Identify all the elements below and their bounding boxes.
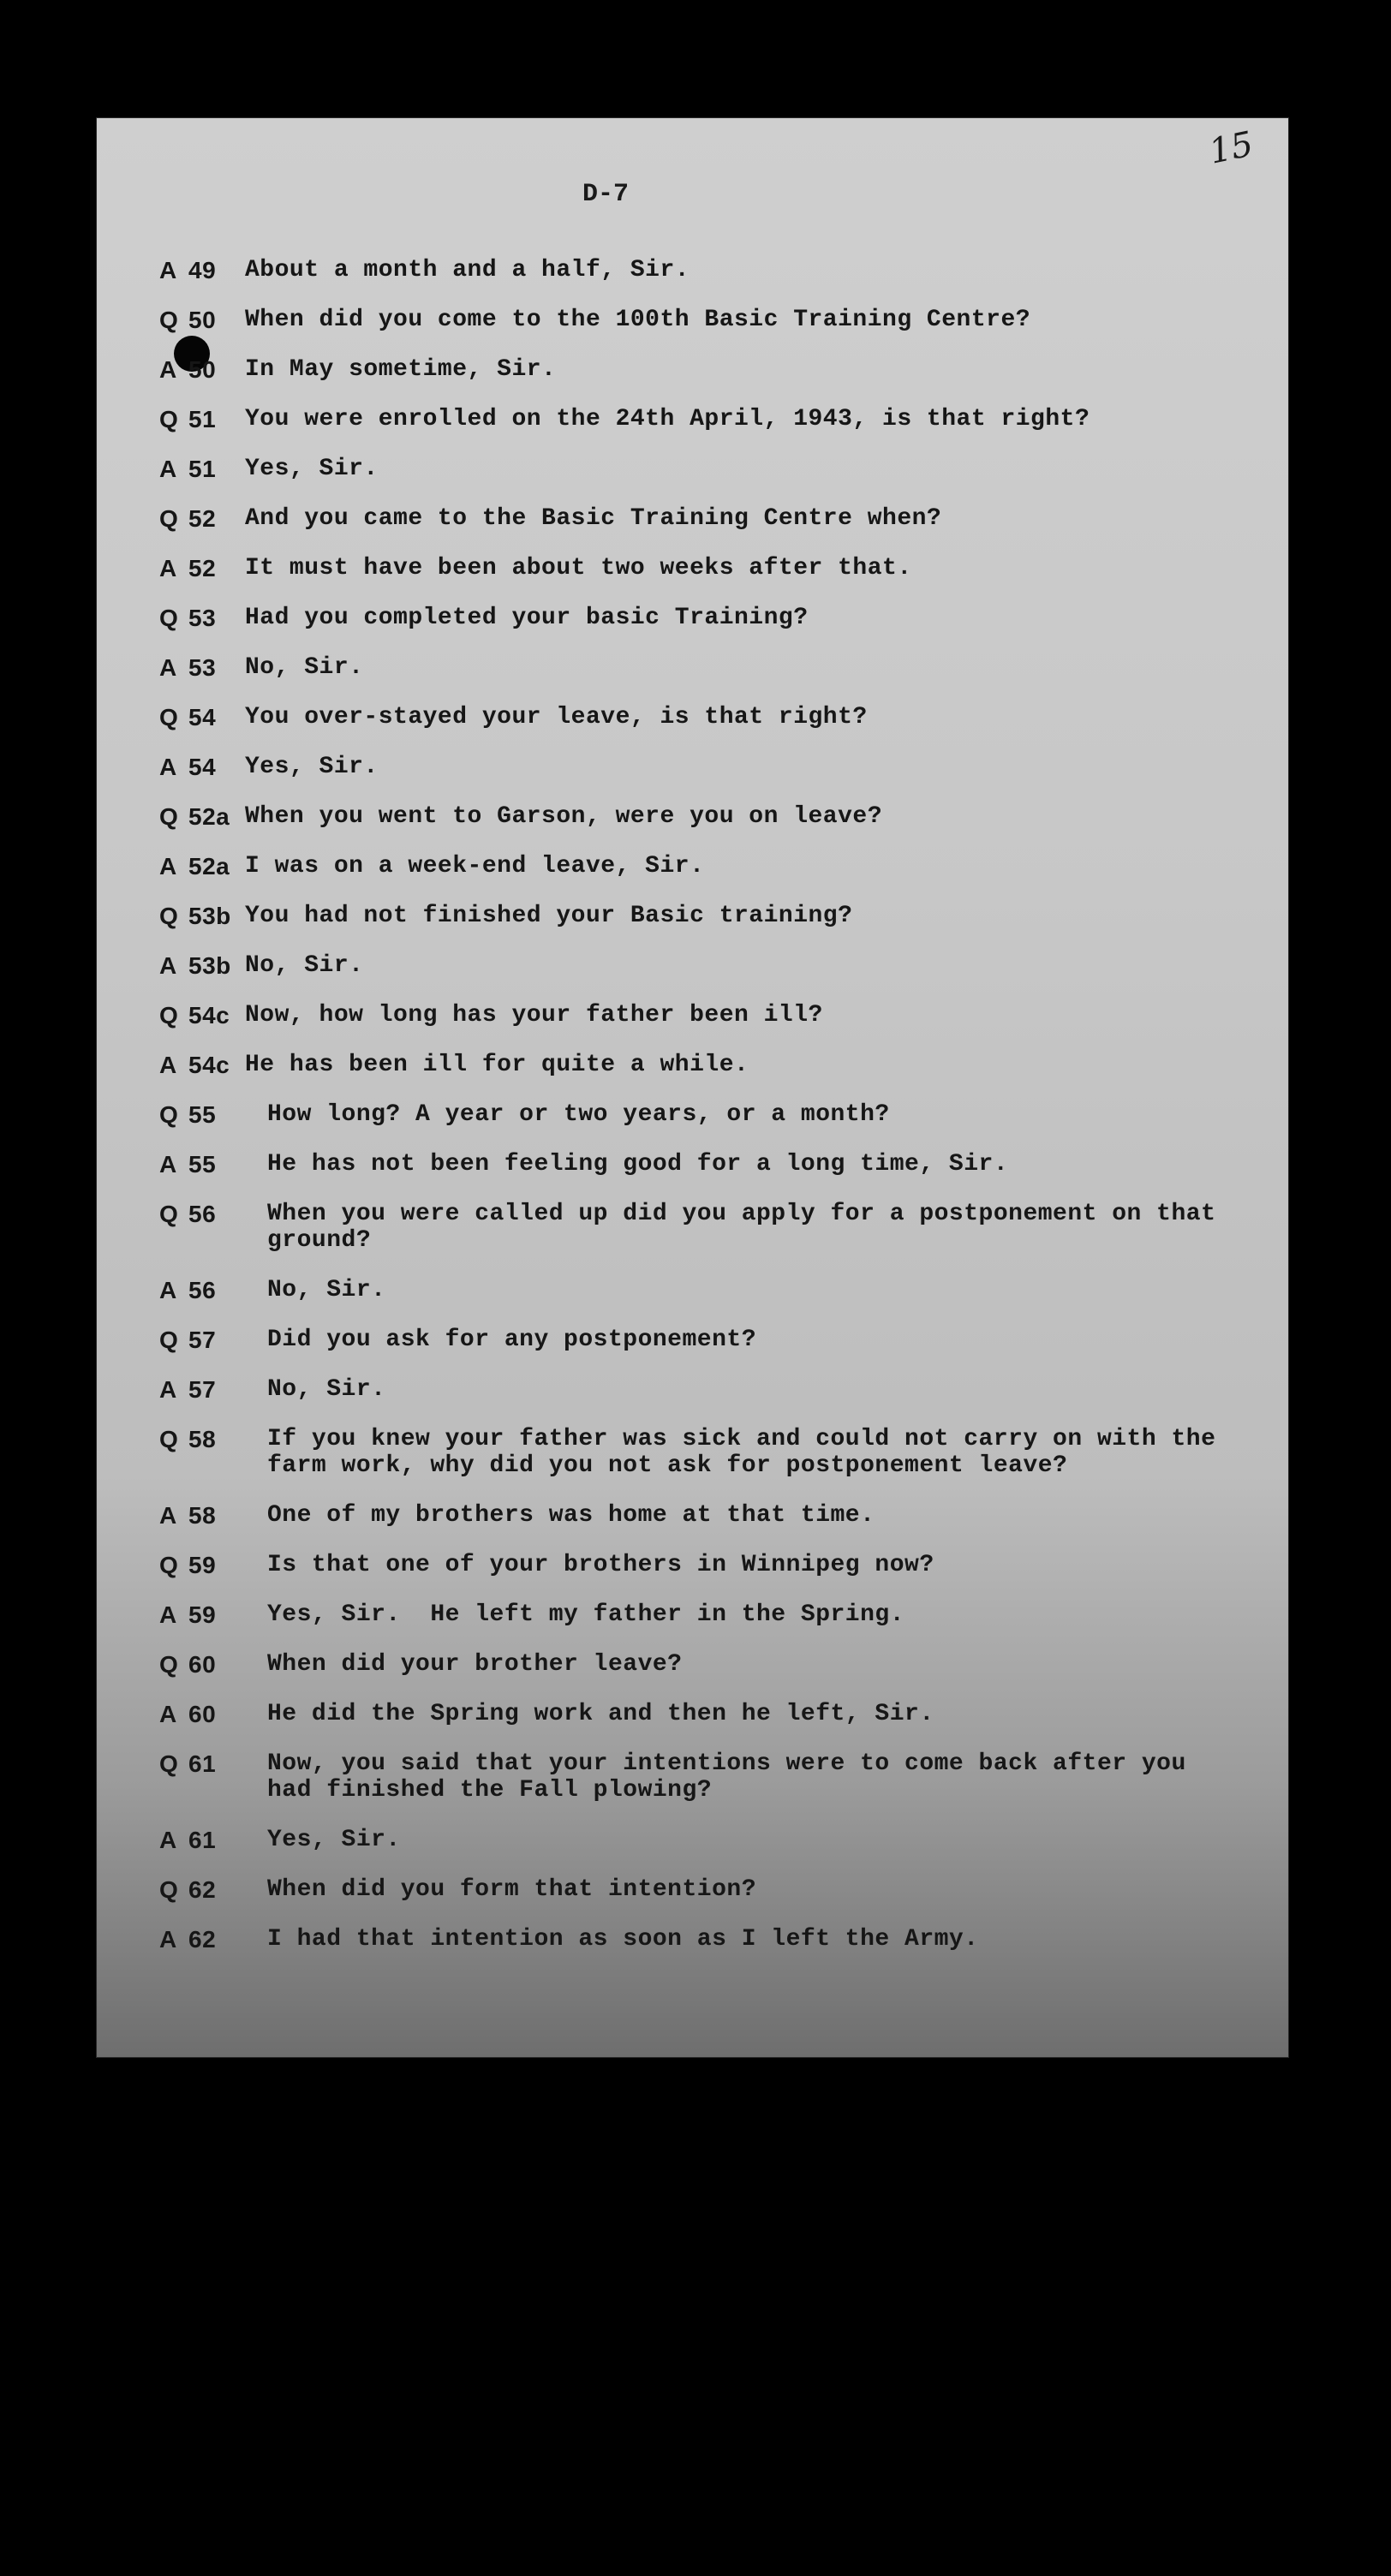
entry-label: Q 59 bbox=[159, 1552, 217, 1578]
transcript-row bbox=[159, 952, 1230, 979]
transcript-row bbox=[159, 1201, 1230, 1254]
entry-text: Yes, Sir. bbox=[267, 1827, 401, 1853]
entry-text: When you went to Garson, were you on leave? bbox=[245, 803, 883, 830]
entry-label: A 51 bbox=[159, 456, 217, 482]
entry-label: A 50 bbox=[159, 356, 217, 383]
transcript-row bbox=[159, 257, 1230, 283]
entry-label: A 61 bbox=[159, 1827, 217, 1853]
transcript-row bbox=[159, 1601, 1230, 1628]
entry-label: Q 55 bbox=[159, 1101, 217, 1128]
entry-text: And you came to the Basic Training Centre when? bbox=[245, 505, 942, 532]
entry-label: A 59 bbox=[159, 1601, 217, 1628]
entry-label: Q 54c bbox=[159, 1002, 230, 1029]
entry-label: A 55 bbox=[159, 1151, 217, 1178]
entry-text: You were enrolled on the 24th April, 1943, is that right? bbox=[245, 406, 1090, 432]
entry-text: When did you form that intention? bbox=[267, 1876, 756, 1903]
entry-text: One of my brothers was home at that time. bbox=[267, 1502, 875, 1529]
entry-text: He has been ill for quite a while. bbox=[245, 1052, 749, 1078]
entry-text: When did your brother leave? bbox=[267, 1651, 683, 1678]
entry-label: A 54c bbox=[159, 1052, 230, 1078]
entry-text: It must have been about two weeks after that. bbox=[245, 555, 912, 581]
entry-label: Q 52 bbox=[159, 505, 217, 532]
entry-label: Q 53b bbox=[159, 903, 231, 929]
entry-text: You over-stayed your leave, is that right? bbox=[245, 704, 868, 730]
entry-text: Is that one of your brothers in Winnipeg now? bbox=[267, 1552, 934, 1578]
transcript-row bbox=[159, 1376, 1230, 1403]
entry-label: A 54 bbox=[159, 754, 217, 780]
entry-label: Q 57 bbox=[159, 1327, 217, 1353]
transcript-row bbox=[159, 307, 1230, 333]
entry-label: A 56 bbox=[159, 1277, 217, 1303]
entry-text: When you were called up did you apply for a postponement on that ground? bbox=[267, 1201, 1231, 1254]
transcript-row bbox=[159, 1926, 1230, 1953]
transcript-row bbox=[159, 1651, 1230, 1678]
entry-label: A 49 bbox=[159, 257, 217, 283]
entry-text: No, Sir. bbox=[267, 1376, 386, 1403]
entry-text: Did you ask for any postponement? bbox=[267, 1327, 756, 1353]
transcript-row bbox=[159, 1327, 1230, 1353]
entry-label: Q 53 bbox=[159, 605, 217, 631]
entry-text: He has not been feeling good for a long time, Sir. bbox=[267, 1151, 1009, 1178]
entry-label: A 53b bbox=[159, 952, 231, 979]
page-label: D-7 bbox=[582, 180, 630, 209]
entry-text: Yes, Sir. bbox=[245, 456, 379, 482]
entry-text: If you knew your father was sick and could not carry on with the farm work, why did you not ask for postponement leave? bbox=[267, 1426, 1231, 1479]
entry-label: Q 50 bbox=[159, 307, 217, 333]
transcript-row bbox=[159, 803, 1230, 830]
entry-label: A 52a bbox=[159, 853, 230, 880]
entry-text: I had that intention as soon as I left the Army. bbox=[267, 1926, 979, 1953]
transcript-row bbox=[159, 853, 1230, 880]
transcript-row bbox=[159, 456, 1230, 482]
entry-text: When did you come to the 100th Basic Training Centre? bbox=[245, 307, 1031, 333]
entry-label: A 57 bbox=[159, 1376, 217, 1403]
entry-label: A 62 bbox=[159, 1926, 217, 1953]
transcript-row bbox=[159, 555, 1230, 581]
entry-label: Q 62 bbox=[159, 1876, 217, 1903]
entry-label: A 58 bbox=[159, 1502, 217, 1529]
entry-label: Q 56 bbox=[159, 1201, 217, 1227]
entry-text: Yes, Sir. bbox=[245, 754, 379, 780]
transcript-row bbox=[159, 356, 1230, 383]
entry-label: Q 52a bbox=[159, 803, 230, 830]
entry-text: Yes, Sir. He left my father in the Spring. bbox=[267, 1601, 905, 1628]
transcript-row bbox=[159, 1502, 1230, 1529]
transcript-row bbox=[159, 754, 1230, 780]
entry-text: He did the Spring work and then he left, Sir. bbox=[267, 1701, 934, 1727]
entry-label: Q 58 bbox=[159, 1426, 217, 1452]
entry-text: Now, you said that your intentions were to come back after you had finished the Fall plowing? bbox=[267, 1750, 1202, 1804]
entry-text: I was on a week-end leave, Sir. bbox=[245, 853, 705, 880]
entry-text: No, Sir. bbox=[267, 1277, 386, 1303]
entry-label: A 60 bbox=[159, 1701, 217, 1727]
transcript-row bbox=[159, 605, 1230, 631]
transcript-row bbox=[159, 1426, 1230, 1479]
entry-text: About a month and a half, Sir. bbox=[245, 257, 690, 283]
transcript-row bbox=[159, 1277, 1230, 1303]
entry-text: Had you completed your basic Training? bbox=[245, 605, 809, 631]
handwritten-page-number: 15 bbox=[1205, 124, 1257, 172]
transcript-row bbox=[159, 1101, 1230, 1128]
transcript-row bbox=[159, 1827, 1230, 1853]
transcript-row bbox=[159, 903, 1230, 929]
entry-text: You had not finished your Basic training? bbox=[245, 903, 853, 929]
entry-label: Q 61 bbox=[159, 1750, 217, 1777]
entry-text: In May sometime, Sir. bbox=[245, 356, 557, 383]
transcript-row bbox=[159, 704, 1230, 730]
transcript-row bbox=[159, 1052, 1230, 1078]
entry-text: No, Sir. bbox=[245, 952, 364, 979]
entry-text: No, Sir. bbox=[245, 654, 364, 681]
transcript-row bbox=[159, 1151, 1230, 1178]
transcript-row bbox=[159, 1876, 1230, 1903]
entry-label: Q 54 bbox=[159, 704, 217, 730]
transcript bbox=[159, 257, 1230, 1976]
entry-text: Now, how long has your father been ill? bbox=[245, 1002, 823, 1029]
entry-text: How long? A year or two years, or a month? bbox=[267, 1101, 890, 1128]
entry-label: A 53 bbox=[159, 654, 217, 681]
entry-label: A 52 bbox=[159, 555, 217, 581]
transcript-row bbox=[159, 1701, 1230, 1727]
entry-label: Q 60 bbox=[159, 1651, 217, 1678]
transcript-row bbox=[159, 1552, 1230, 1578]
transcript-row bbox=[159, 406, 1230, 432]
transcript-row bbox=[159, 1002, 1230, 1029]
transcript-row bbox=[159, 654, 1230, 681]
transcript-row bbox=[159, 505, 1230, 532]
transcript-row bbox=[159, 1750, 1230, 1804]
entry-label: Q 51 bbox=[159, 406, 217, 432]
